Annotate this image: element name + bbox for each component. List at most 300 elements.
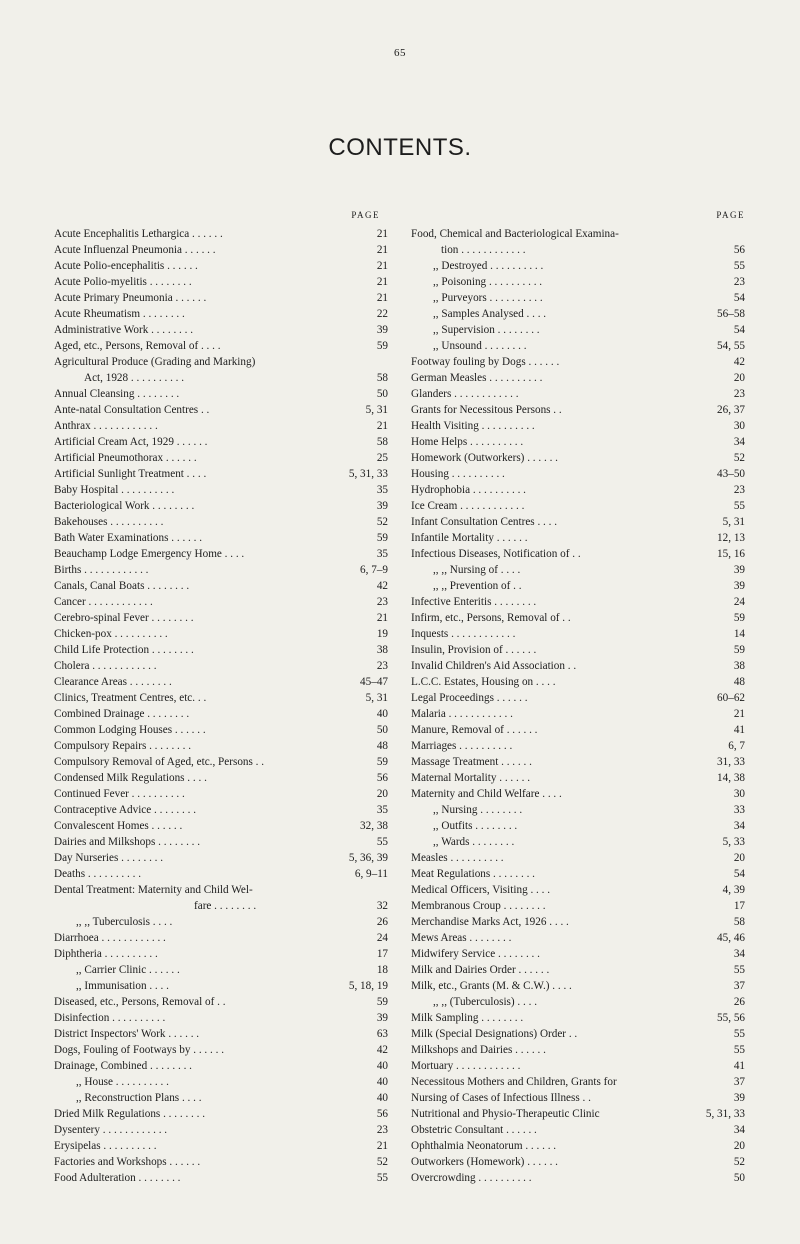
index-entry-label: ,, House . . . . . . . . . .: [76, 1076, 169, 1088]
index-entry-label: Maternity and Child Welfare . . . .: [411, 788, 562, 800]
index-entry-page: 52: [376, 516, 388, 528]
index-entry-label: ,, ,, Tuberculosis . . . .: [76, 916, 173, 928]
index-entry: [54, 274, 388, 290]
index-entry: [411, 850, 745, 866]
index-entry-page: 60–62: [717, 692, 745, 704]
index-entry-label: Artificial Sunlight Treatment . . . .: [54, 468, 207, 480]
index-entry-label: Continued Fever . . . . . . . . . .: [54, 788, 185, 800]
index-entry-label: Diphtheria . . . . . . . . . .: [54, 948, 158, 960]
index-entry: [54, 1010, 388, 1026]
index-entry: [411, 818, 745, 834]
index-entry-page: 20: [733, 1140, 745, 1152]
index-entry-label: Day Nurseries . . . . . . . .: [54, 852, 164, 864]
index-entry-page: 40: [376, 1092, 388, 1104]
index-entry-page: 14, 38: [717, 772, 745, 784]
index-entry-label: ,, Destroyed . . . . . . . . . .: [433, 260, 544, 272]
index-entry: [54, 354, 388, 370]
index-entry: [411, 466, 745, 482]
index-entry: [54, 882, 388, 898]
index-entry: [54, 898, 388, 914]
index-entry-page: 20: [733, 372, 745, 384]
index-entry-page: 18: [376, 964, 388, 976]
index-entry-page: 35: [376, 484, 388, 496]
index-entry: [411, 482, 745, 498]
index-entry-label: Glanders . . . . . . . . . . . .: [411, 388, 519, 400]
index-entry: [54, 738, 388, 754]
index-entry-page: 30: [733, 788, 745, 800]
index-entry-label: Canals, Canal Boats . . . . . . . .: [54, 580, 190, 592]
index-entry-label: Food Adulteration . . . . . . . .: [54, 1172, 181, 1184]
index-entry: [411, 370, 745, 386]
index-entry-label: ,, Immunisation . . . .: [76, 980, 169, 992]
index-entry-label: Acute Rheumatism . . . . . . . .: [54, 308, 185, 320]
index-entry-page: 55, 56: [717, 1012, 745, 1024]
index-entry: [411, 578, 745, 594]
index-entry: [54, 1090, 388, 1106]
index-entry-page: 21: [376, 276, 388, 288]
index-entry: [54, 770, 388, 786]
index-entry: [411, 322, 745, 338]
index-entry-label: Milk and Dairies Order . . . . . .: [411, 964, 550, 976]
index-entry-label: Cholera . . . . . . . . . . . .: [54, 660, 157, 672]
index-entry: [54, 594, 388, 610]
index-entry: [411, 642, 745, 658]
index-entry-label: Acute Encephalitis Lethargica . . . . . .: [54, 228, 223, 240]
index-entry-page: 15, 16: [717, 548, 745, 560]
index-entry-label: Clinics, Treatment Centres, etc. . .: [54, 692, 207, 704]
index-entry-label: Erysipelas . . . . . . . . . .: [54, 1140, 157, 1152]
index-entry-page: 6, 9–11: [354, 868, 388, 880]
index-entry-page: 58: [733, 916, 745, 928]
index-entry-label: Acute Polio-myelitis . . . . . . . .: [54, 276, 192, 288]
index-entry-page: 21: [376, 244, 388, 256]
index-entry: [54, 1154, 388, 1170]
index-entry-label: Bath Water Examinations . . . . . .: [54, 532, 203, 544]
index-entry-page: 40: [376, 1076, 388, 1088]
index-entry: [54, 1042, 388, 1058]
index-entry: [411, 1106, 745, 1122]
index-entry: [54, 930, 388, 946]
index-entry-label: Midwifery Service . . . . . . . .: [411, 948, 540, 960]
index-entry: [54, 658, 388, 674]
index-column-left: [54, 210, 388, 1186]
index-entry-label: Condensed Milk Regulations . . . .: [54, 772, 207, 784]
index-entry-label: Insulin, Provision of . . . . . .: [411, 644, 537, 656]
index-entry: [411, 802, 745, 818]
index-entry-page: 59: [733, 612, 745, 624]
index-entry-page: 20: [733, 852, 745, 864]
index-entry-page: 23: [733, 276, 745, 288]
index-entry-label: Anthrax . . . . . . . . . . . .: [54, 420, 158, 432]
index-entry: [411, 1154, 745, 1170]
index-entry: [54, 818, 388, 834]
index-entry-label: Dairies and Milkshops . . . . . . . .: [54, 836, 201, 848]
index-entry-label: Combined Drainage . . . . . . . .: [54, 708, 190, 720]
index-entry-page: 56: [376, 1108, 388, 1120]
index-entry-page: 56: [376, 772, 388, 784]
index-entry-page: 21: [376, 260, 388, 272]
index-entry-label: Diarrhoea . . . . . . . . . . . .: [54, 932, 166, 944]
index-entry-page: 21: [376, 1140, 388, 1152]
index-entry-page: 21: [733, 708, 745, 720]
index-entry-label: Homework (Outworkers) . . . . . .: [411, 452, 558, 464]
index-entry-page: 59: [376, 996, 388, 1008]
index-entry-page: 55: [733, 1028, 745, 1040]
index-entry-label: German Measles . . . . . . . . . .: [411, 372, 543, 384]
index-entry: [411, 1042, 745, 1058]
index-entry: [54, 754, 388, 770]
index-entry-page: 42: [376, 1044, 388, 1056]
index-entry-page: 39: [376, 1012, 388, 1024]
index-entry: [54, 386, 388, 402]
index-entry-page: 54, 55: [717, 340, 745, 352]
index-entry-label: Invalid Children's Aid Association . .: [411, 660, 577, 672]
index-entry-page: 54: [733, 868, 745, 880]
index-entry-page: 34: [733, 1124, 745, 1136]
index-entry-page: 12, 13: [717, 532, 745, 544]
index-entry-label: ,, ,, Prevention of . .: [433, 580, 522, 592]
index-list-right: [411, 226, 745, 1186]
index-entry-label: Nursing of Cases of Infectious Illness . .: [411, 1092, 591, 1104]
index-entry: [54, 418, 388, 434]
index-entry: [54, 290, 388, 306]
index-entry: [411, 882, 745, 898]
index-entry-page: 19: [376, 628, 388, 640]
index-entry-label: Bacteriological Work . . . . . . . .: [54, 500, 195, 512]
index-entry-page: 37: [733, 980, 745, 992]
index-entry-label: Malaria . . . . . . . . . . . .: [411, 708, 513, 720]
index-entry: [54, 498, 388, 514]
index-entry-page: 32: [376, 900, 388, 912]
index-entry-page: 33: [733, 804, 745, 816]
index-entry: [411, 866, 745, 882]
index-entry: [411, 1010, 745, 1026]
index-entry-page: 45, 46: [717, 932, 745, 944]
index-entry: [54, 962, 388, 978]
index-entry-label: Convalescent Homes . . . . . .: [54, 820, 183, 832]
index-entry-page: 55: [733, 964, 745, 976]
index-entry: [54, 306, 388, 322]
index-entry-page: 21: [376, 292, 388, 304]
index-entry: [411, 1122, 745, 1138]
index-entry: [411, 306, 745, 322]
index-entry-page: 41: [733, 724, 745, 736]
index-entry-label: Dental Treatment: Maternity and Child Wel-: [54, 884, 253, 896]
index-entry-page: 17: [733, 900, 745, 912]
index-entry: [54, 626, 388, 642]
index-entry-label: Outworkers (Homework) . . . . . .: [411, 1156, 558, 1168]
index-entry: [411, 1138, 745, 1154]
index-entry-page: 50: [733, 1172, 745, 1184]
index-entry-page: 50: [376, 388, 388, 400]
index-entry: [54, 690, 388, 706]
index-entry-label: ,, ,, Nursing of . . . .: [433, 564, 521, 576]
index-entry: [411, 226, 745, 242]
index-entry-label: Dried Milk Regulations . . . . . . . .: [54, 1108, 206, 1120]
index-entry-label: Infantile Mortality . . . . . .: [411, 532, 528, 544]
index-entry-label: Manure, Removal of . . . . . .: [411, 724, 538, 736]
index-entry-page: 5, 31: [365, 692, 388, 704]
index-entry: [54, 978, 388, 994]
index-entry-page: 31, 33: [717, 756, 745, 768]
index-entry-label: Infectious Diseases, Notification of . .: [411, 548, 581, 560]
index-entry-label: Necessitous Mothers and Children, Grants for: [411, 1076, 617, 1088]
index-entry: [54, 914, 388, 930]
index-entry: [54, 242, 388, 258]
index-entry-page: 39: [376, 324, 388, 336]
index-entry-label: Milk Sampling . . . . . . . .: [411, 1012, 524, 1024]
index-entry: [411, 258, 745, 274]
page-number: 65: [394, 47, 406, 59]
index-entry: [54, 1122, 388, 1138]
index-entry: [54, 786, 388, 802]
index-entry-label: Overcrowding . . . . . . . . . .: [411, 1172, 532, 1184]
index-entry-label: Artificial Pneumothorax . . . . . .: [54, 452, 197, 464]
index-entry-page: 52: [733, 452, 745, 464]
index-entry: [54, 258, 388, 274]
index-entry-label: Housing . . . . . . . . . .: [411, 468, 505, 480]
index-entry-label: ,, Reconstruction Plans . . . .: [76, 1092, 202, 1104]
index-entry-label: Health Visiting . . . . . . . . . .: [411, 420, 535, 432]
index-entry-page: 48: [376, 740, 388, 752]
index-entry-label: Drainage, Combined . . . . . . . .: [54, 1060, 192, 1072]
index-entry-label: ,, Wards . . . . . . . .: [433, 836, 515, 848]
index-entry-page: 23: [733, 484, 745, 496]
index-entry-label: Milk, etc., Grants (M. & C.W.) . . . .: [411, 980, 572, 992]
index-entry-label: Factories and Workshops . . . . . .: [54, 1156, 201, 1168]
index-entry-page: 5, 31, 33: [348, 468, 388, 480]
index-entry: [54, 946, 388, 962]
index-entry-page: 21: [376, 228, 388, 240]
index-entry-page: 42: [376, 580, 388, 592]
index-entry-page: 52: [733, 1156, 745, 1168]
index-entry-page: 38: [376, 644, 388, 656]
index-entry: [411, 546, 745, 562]
index-entry: [411, 562, 745, 578]
index-entry: [411, 738, 745, 754]
index-entry: [411, 706, 745, 722]
index-entry: [411, 1026, 745, 1042]
index-entry-label: Disinfection . . . . . . . . . .: [54, 1012, 166, 1024]
index-entry: [411, 594, 745, 610]
index-entry-label: Act, 1928 . . . . . . . . . .: [84, 372, 185, 384]
index-entry-label: Acute Polio-encephalitis . . . . . .: [54, 260, 198, 272]
index-entry-page: 39: [733, 580, 745, 592]
index-entry: [411, 690, 745, 706]
index-entry: [54, 434, 388, 450]
index-entry-page: 21: [376, 612, 388, 624]
index-entry: [411, 722, 745, 738]
index-entry: [411, 1058, 745, 1074]
index-entry-label: Inquests . . . . . . . . . . . .: [411, 628, 516, 640]
index-entry-label: Grants for Necessitous Persons . .: [411, 404, 562, 416]
index-entry: [411, 354, 745, 370]
index-entry-page: 23: [376, 596, 388, 608]
index-entry-label: Agricultural Produce (Grading and Marking): [54, 356, 256, 368]
index-entry-page: 58: [376, 372, 388, 384]
index-entry-page: 39: [733, 1092, 745, 1104]
index-entry-label: Dysentery . . . . . . . . . . . .: [54, 1124, 168, 1136]
index-entry: [54, 610, 388, 626]
index-entry-page: 25: [376, 452, 388, 464]
index-entry: [54, 450, 388, 466]
index-entry-label: ,, Carrier Clinic . . . . . .: [76, 964, 180, 976]
index-entry: [54, 402, 388, 418]
index-entry: [54, 994, 388, 1010]
index-entry: [411, 786, 745, 802]
index-entry-label: Beauchamp Lodge Emergency Home . . . .: [54, 548, 245, 560]
index-entry-page: 24: [376, 932, 388, 944]
index-entry: [54, 834, 388, 850]
index-entry-page: 40: [376, 1060, 388, 1072]
index-entry-label: ,, Poisoning . . . . . . . . . .: [433, 276, 543, 288]
index-entry: [411, 674, 745, 690]
index-entry: [54, 226, 388, 242]
index-entry-page: 5, 31: [365, 404, 388, 416]
index-entry-label: ,, Supervision . . . . . . . .: [433, 324, 540, 336]
index-entry-label: Infirm, etc., Persons, Removal of . .: [411, 612, 571, 624]
index-entry-label: Mortuary . . . . . . . . . . . .: [411, 1060, 521, 1072]
index-entry: [54, 514, 388, 530]
index-entry-label: tion . . . . . . . . . . . .: [441, 244, 526, 256]
index-entry-label: Meat Regulations . . . . . . . .: [411, 868, 535, 880]
index-entry: [411, 946, 745, 962]
index-entry: [54, 642, 388, 658]
index-entry-page: 5, 18, 19: [348, 980, 388, 992]
index-column-right: [411, 210, 745, 1186]
index-entry: [54, 1058, 388, 1074]
index-entry-label: ,, Unsound . . . . . . . .: [433, 340, 527, 352]
index-entry-page: 5, 33: [722, 836, 745, 848]
index-entry-label: Annual Cleansing . . . . . . . .: [54, 388, 180, 400]
index-entry-page: 17: [376, 948, 388, 960]
column-header: [411, 210, 745, 226]
index-entry-label: Nutritional and Physio-Therapeutic Clinic: [411, 1108, 600, 1120]
index-entry-label: Deaths . . . . . . . . . .: [54, 868, 142, 880]
index-entry-page: 63: [376, 1028, 388, 1040]
index-entry-page: 43–50: [717, 468, 745, 480]
index-entry-label: Compulsory Removal of Aged, etc., Persons . .: [54, 756, 265, 768]
index-entry: [54, 1106, 388, 1122]
index-entry-page: 59: [376, 340, 388, 352]
index-entry-page: 32, 38: [360, 820, 388, 832]
index-entry-label: Clearance Areas . . . . . . . .: [54, 676, 172, 688]
index-entry: [54, 530, 388, 546]
index-list-left: [54, 226, 388, 1186]
index-entry-page: 6, 7: [728, 740, 745, 752]
index-entry-label: Artificial Cream Act, 1929 . . . . . .: [54, 436, 208, 448]
index-entry-page: 54: [733, 292, 745, 304]
index-entry-label: Administrative Work . . . . . . . .: [54, 324, 194, 336]
index-entry: [54, 1138, 388, 1154]
index-entry: [54, 482, 388, 498]
index-entry-label: District Inspectors' Work . . . . . .: [54, 1028, 200, 1040]
index-entry-label: Membranous Croup . . . . . . . .: [411, 900, 546, 912]
index-entry-page: 52: [376, 1156, 388, 1168]
index-entry: [411, 402, 745, 418]
index-entry: [411, 514, 745, 530]
index-entry-label: Footway fouling by Dogs . . . . . .: [411, 356, 560, 368]
index-entry-label: ,, Outfits . . . . . . . .: [433, 820, 518, 832]
index-entry-page: 20: [376, 788, 388, 800]
index-entry-label: Acute Influenzal Pneumonia . . . . . .: [54, 244, 216, 256]
index-entry-label: Massage Treatment . . . . . .: [411, 756, 532, 768]
index-entry-page: 55: [376, 1172, 388, 1184]
index-entry: [411, 1090, 745, 1106]
index-entry-page: 59: [376, 532, 388, 544]
index-entry-label: ,, Samples Analysed . . . .: [433, 308, 547, 320]
index-entry-label: Ante-natal Consultation Centres . .: [54, 404, 210, 416]
index-entry-page: 59: [733, 644, 745, 656]
index-entry-label: Child Life Protection . . . . . . . .: [54, 644, 194, 656]
index-entry-page: 55: [733, 260, 745, 272]
index-entry-page: 34: [733, 436, 745, 448]
index-entry-label: Hydrophobia . . . . . . . . . .: [411, 484, 526, 496]
index-entry: [411, 386, 745, 402]
index-entry: [54, 850, 388, 866]
index-entry-page: 41: [733, 1060, 745, 1072]
index-entry-page: 37: [733, 1076, 745, 1088]
index-entry-page: 30: [733, 420, 745, 432]
index-entry-page: 34: [733, 820, 745, 832]
page-title: CONTENTS.: [328, 134, 472, 161]
index-entry-label: Obstetric Consultant . . . . . .: [411, 1124, 537, 1136]
index-entry: [54, 578, 388, 594]
index-entry-label: Dogs, Fouling of Footways by . . . . . .: [54, 1044, 224, 1056]
index-entry-page: 23: [376, 660, 388, 672]
index-entry: [411, 962, 745, 978]
index-entry-label: Food, Chemical and Bacteriological Examina-: [411, 228, 619, 240]
index-entry-page: 26, 37: [717, 404, 745, 416]
index-entry: [54, 370, 388, 386]
index-entry-label: Marriages . . . . . . . . . .: [411, 740, 513, 752]
index-entry: [54, 562, 388, 578]
index-entry-label: Contraceptive Advice . . . . . . . .: [54, 804, 196, 816]
index-entry-label: Mews Areas . . . . . . . .: [411, 932, 512, 944]
index-entry: [411, 242, 745, 258]
index-entry-label: Home Helps . . . . . . . . . .: [411, 436, 524, 448]
index-entry-page: 21: [376, 420, 388, 432]
index-entry-label: Medical Officers, Visiting . . . .: [411, 884, 551, 896]
index-entry-page: 26: [376, 916, 388, 928]
index-entry-page: 54: [733, 324, 745, 336]
index-entry-page: 14: [733, 628, 745, 640]
index-entry-label: Milk (Special Designations) Order . .: [411, 1028, 578, 1040]
index-entry-label: Cancer . . . . . . . . . . . .: [54, 596, 153, 608]
index-entry-page: 56–58: [717, 308, 745, 320]
index-entry: [411, 834, 745, 850]
index-entry-page: 35: [376, 548, 388, 560]
index-entry-label: Acute Primary Pneumonia . . . . . .: [54, 292, 207, 304]
index-entry-label: Aged, etc., Persons, Removal of . . . .: [54, 340, 221, 352]
index-entry-page: 56: [733, 244, 745, 256]
index-entry-label: Chicken-pox . . . . . . . . . .: [54, 628, 168, 640]
index-entry-label: Cerebro-spinal Fever . . . . . . . .: [54, 612, 194, 624]
column-header-label: PAGE: [716, 210, 745, 220]
index-entry-label: Ice Cream . . . . . . . . . . . .: [411, 500, 525, 512]
index-entry: [411, 290, 745, 306]
index-entry-label: Infective Enteritis . . . . . . . .: [411, 596, 537, 608]
index-entry: [411, 978, 745, 994]
index-entry: [54, 1170, 388, 1186]
index-entry-label: Diseased, etc., Persons, Removal of . .: [54, 996, 226, 1008]
index-entry-label: Merchandise Marks Act, 1926 . . . .: [411, 916, 569, 928]
index-entry-page: 38: [733, 660, 745, 672]
index-entry-page: 58: [376, 436, 388, 448]
index-entry-label: fare . . . . . . . .: [194, 900, 257, 912]
index-entry-page: 50: [376, 724, 388, 736]
index-entry: [411, 434, 745, 450]
